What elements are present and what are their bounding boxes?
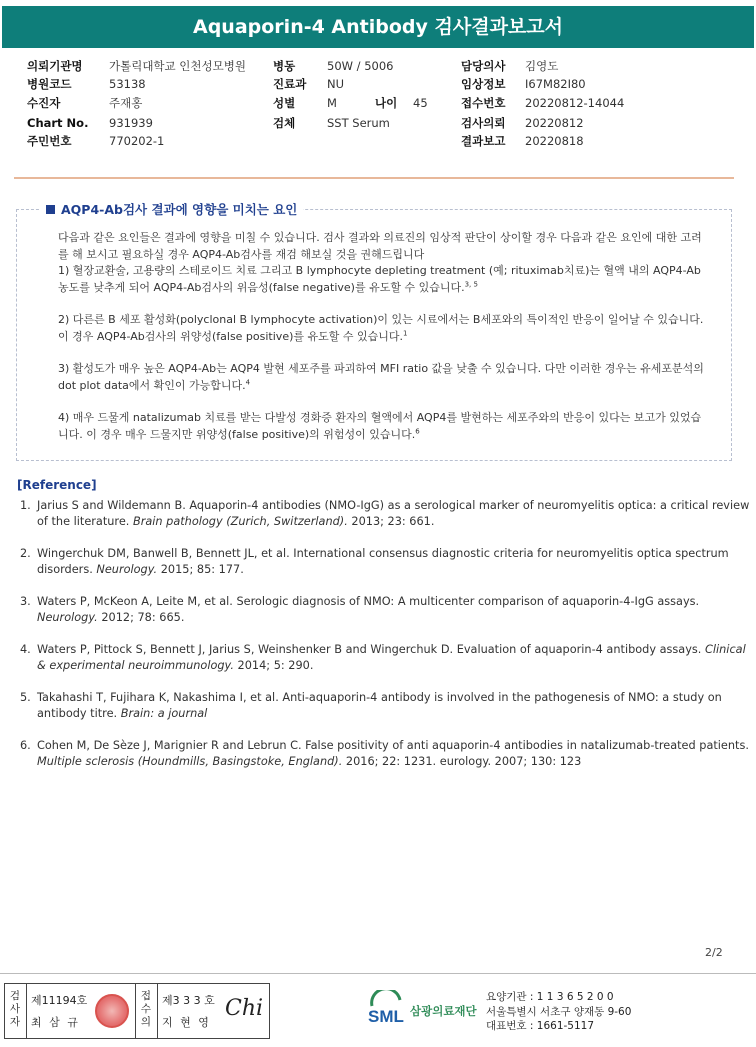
hospital-code-label: 병원코드: [27, 77, 72, 91]
ward-value: 50W / 5006: [327, 59, 394, 73]
reference-item: [20, 546, 754, 578]
reference-text: Takahashi T, Fujihara K, Nakashima I, et al. Anti-aquaporin-4 antibody is involved in the pathogenesis of NMO: a study on antibody titre.: [37, 691, 722, 720]
org-info: [486, 990, 631, 1034]
org-phone: 대표번호 : 1661-5117: [486, 1020, 595, 1032]
factor-item-1-text: 1) 혈장교환술, 고용량의 스테로이드 치료 그리고 B lymphocyte depleting treatment (예; rituximab치료)는 혈액 내의 AQP4-Ab농도를 낮추게 되어 AQP4-Ab검사의 위음성(false negative)를 유도할 수 있습니다.: [58, 264, 701, 294]
info-row-3: [27, 93, 727, 113]
reference-item: [20, 498, 754, 530]
reference-item: [20, 642, 754, 674]
reference-number: 4.: [20, 643, 31, 656]
factors-body: [58, 230, 708, 459]
examiner-license: 제11194호: [31, 994, 88, 1007]
sign-divider: [26, 984, 27, 1038]
patient-label: 수진자: [27, 96, 61, 110]
reference-heading: [Reference]: [17, 478, 97, 492]
factor-item-3-ref: 4: [245, 377, 251, 386]
reference-tail: 2014; 5: 290.: [233, 659, 314, 672]
seal-icon: [95, 994, 129, 1028]
clinical-value: I67M82I80: [525, 77, 586, 91]
reference-item: [20, 690, 754, 722]
acceptor-license: 제3 3 3 호: [162, 994, 215, 1007]
reference-item: [20, 594, 754, 626]
reference-number: 1.: [20, 499, 31, 512]
factor-item-2: [58, 312, 708, 345]
reference-tail: 2015; 85: 177.: [157, 563, 244, 576]
org-address: 서울특별시 서초구 양재동 9-60: [486, 1005, 632, 1018]
reference-tail: 2012; 78: 665.: [97, 611, 185, 624]
reference-journal: Clinical & experimental neuroimmunology.: [37, 643, 746, 672]
patient-value: 주재홍: [109, 96, 143, 110]
reference-journal: Brain pathology (Zurich, Switzerland).: [132, 515, 348, 528]
sex-value: M: [327, 96, 337, 110]
ward-label: 병동: [273, 59, 296, 73]
factor-item-2-ref: 1: [403, 328, 408, 337]
factor-item-3: [58, 361, 708, 394]
factor-item-1-ref: 3, 5: [464, 279, 478, 288]
reference-journal: Neurology.: [37, 611, 98, 624]
accession-value: 20220812-14044: [525, 96, 625, 110]
report-date-value: 20220818: [525, 134, 584, 148]
age-label: 나이: [375, 96, 398, 110]
reference-text: Cohen M, De Sèze J, Marignier R and Lebrun C. False positivity of anti aquaporin-4 antibodies in natalizumab-treated patients.: [37, 739, 749, 752]
age-value: 45: [413, 96, 428, 110]
specimen-value: SST Serum: [327, 116, 390, 130]
sign-divider: [157, 984, 158, 1038]
resident-label: 주민번호: [27, 134, 72, 148]
reference-tail: 2013; 23: 661.: [347, 515, 435, 528]
reference-text: Wingerchuk DM, Banwell B, Bennett JL, et al. International consensus diagnostic criteria for neuromyelitis optica spectrum disorders.: [37, 547, 729, 576]
report-title: Aquaporin-4 Antibody 검사결과보고서: [2, 6, 754, 48]
dept-value: NU: [327, 77, 345, 91]
org-code: 요양기관 : 1 1 3 6 5 2 0 0: [486, 991, 614, 1003]
request-value: 20220812: [525, 116, 584, 130]
reference-item: [20, 738, 754, 770]
org-name: 삼광의료재단: [410, 1004, 477, 1018]
report-date-label: 결과보고: [461, 134, 506, 148]
info-row-5: [27, 131, 727, 151]
info-row-2: [27, 74, 727, 94]
factors-heading-text: AQP4-Ab검사 결과에 영향을 미치는 요인: [61, 202, 298, 217]
reference-number: 3.: [20, 595, 31, 608]
request-label: 검사의뢰: [461, 116, 506, 130]
square-bullet-icon: [46, 205, 55, 214]
reference-text: Jarius S and Wildemann B. Aquaporin-4 antibodies (NMO-IgG) as a serological marker of neuromyelitis optica: a critical review of the literature.: [37, 499, 750, 528]
sml-logo-icon: [366, 990, 406, 1028]
specimen-label: 검체: [273, 116, 296, 130]
examiner-vertical-label: 검사자: [9, 990, 21, 1028]
factor-item-4-ref: 6: [415, 426, 420, 435]
doctor-value: 김영도: [525, 59, 559, 73]
acceptor-name: 지 현 영: [162, 1016, 211, 1029]
institution-label: 의뢰기관명: [27, 59, 83, 73]
reference-journal: Multiple sclerosis (Houndmills, Basingstoke, England).: [37, 755, 343, 768]
resident-value: 770202-1: [109, 134, 165, 148]
accession-label: 접수번호: [461, 96, 506, 110]
hospital-code-value: 53138: [109, 77, 146, 91]
reference-number: 2.: [20, 547, 31, 560]
clinical-label: 임상정보: [461, 77, 506, 91]
factor-item-1: [58, 263, 708, 296]
section-divider: [14, 177, 734, 179]
factor-item-3-text: 3) 활성도가 매우 높은 AQP4-Ab는 AQP4 발현 세포주를 파괴하여 MFI ratio 값을 낮출 수 있습니다. 다만 이러한 경우는 유세포분석의 dot plot data에서 확인이 가능합니다.: [58, 362, 704, 392]
factor-item-4-text: 4) 매우 드물게 natalizumab 치료를 받는 다발성 경화증 환자의 혈액에서 AQP4를 발현하는 세포주와의 반응이 있다는 보고가 있었습니다. 이 경우 매우 드물지만 위양성(false positive)의 위험성이 있습니다.: [58, 411, 702, 441]
chart-value: 931939: [109, 116, 153, 130]
reference-number: 5.: [20, 691, 31, 704]
signature-box: [4, 983, 270, 1039]
reference-text: Waters P, Pittock S, Bennett J, Jarius S, Weinshenker B and Wingerchuk D. Evaluation of aquaporin-4 antibody assays.: [37, 643, 705, 656]
handwritten-signature: Chi: [225, 996, 264, 1021]
chart-label: Chart No.: [27, 116, 89, 130]
sign-divider: [135, 984, 136, 1038]
examiner-name: 최 삼 규: [31, 1016, 80, 1029]
doctor-label: 담당의사: [461, 59, 506, 73]
info-row-1: [27, 56, 727, 76]
dept-label: 진료과: [273, 77, 307, 91]
factor-item-4: [58, 410, 708, 443]
reference-number: 6.: [20, 739, 31, 752]
factors-heading: [40, 200, 303, 218]
reference-journal: Neurology.: [96, 563, 158, 576]
institution-value: 가톨릭대학교 인천성모병원: [109, 59, 246, 73]
factor-item-2-text: 2) 다른른 B 세포 활성화(polyclonal B lymphocyte activation)이 있는 시료에서는 B세포와의 특이적인 반응이 일어날 수 있습니다. 이 경우 AQP4-Ab검사의 위양성(false positive)를 유도할 수 있습니다.: [58, 313, 704, 343]
reference-tail: 2016; 22: 1231. eurology. 2007; 130: 123: [342, 755, 582, 768]
footer-divider: [0, 973, 756, 974]
factors-intro: 다음과 같은 요인들은 결과에 영향을 미칠 수 있습니다. 검사 결과와 의료진의 임상적 판단이 상이할 경우 다음과 같은 요인에 대한 고려를 해 보시고 필요하실 경우 AQP4-Ab검사를 재검 해보실 것을 권해드립니다: [58, 231, 702, 261]
acceptor-vertical-label: 접수의: [140, 990, 152, 1028]
reference-text: Waters P, McKeon A, Leite M, et al. Serologic diagnosis of NMO: A multicenter comparison of aquaporin-4-IgG assays.: [37, 595, 700, 608]
page-number: 2/2: [705, 946, 723, 959]
info-row-4: [27, 113, 727, 133]
reference-journal: Brain: a journal: [120, 707, 208, 720]
sex-label: 성별: [273, 96, 296, 110]
sml-logo-text: SML: [368, 1007, 404, 1026]
